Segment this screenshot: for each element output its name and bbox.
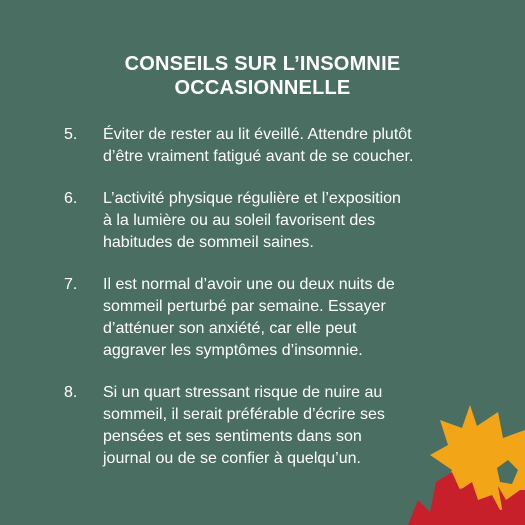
maple-leaf-red-lobe <box>498 486 525 525</box>
tip-item-6 <box>64 188 464 254</box>
tip-text-line: pensées et ses sentiments dans son <box>103 428 362 445</box>
title-line-1: CONSEILS SUR L’INSOMNIE <box>124 53 401 75</box>
tips-list <box>64 124 464 490</box>
tip-text-line: à la lumière ou au soleil favorisent des <box>103 212 376 229</box>
tip-text-line: d’être vraiment fatigué avant de se coucher. <box>103 148 414 165</box>
tip-text-line: Si un quart stressant risque de nuire au <box>103 384 383 401</box>
tip-item-5 <box>64 124 464 168</box>
page-title <box>0 52 525 100</box>
tip-text-line: sommeil perturbé par semaine. Essayer <box>103 298 386 315</box>
tip-item-7 <box>64 274 464 362</box>
tip-number: 7. <box>64 276 78 293</box>
tip-text-line: Éviter de rester au lit éveillé. Attendre plutôt <box>103 126 412 143</box>
tip-number: 6. <box>64 190 78 207</box>
tip-text-line: Il est normal d’avoir une ou deux nuits de <box>103 276 395 293</box>
tip-text-line: journal ou de se confier à quelqu’un. <box>103 450 361 467</box>
tip-number: 5. <box>64 126 78 143</box>
tip-number: 8. <box>64 384 78 401</box>
title-line-2: OCCASIONNELLE <box>174 77 351 99</box>
tip-text-line: d’atténuer son anxiété, car elle peut <box>103 320 357 337</box>
tip-text-line: habitudes de sommeil saines. <box>103 234 314 251</box>
leaf-notch-shape <box>497 460 518 484</box>
tip-item-8 <box>64 382 464 470</box>
tip-text-line: sommeil, il serait préférable d’écrire ses <box>103 406 385 423</box>
tip-text-line: L’activité physique régulière et l’exposition <box>103 190 401 207</box>
tip-text-line: aggraver les symptômes d’insomnie. <box>103 342 363 359</box>
